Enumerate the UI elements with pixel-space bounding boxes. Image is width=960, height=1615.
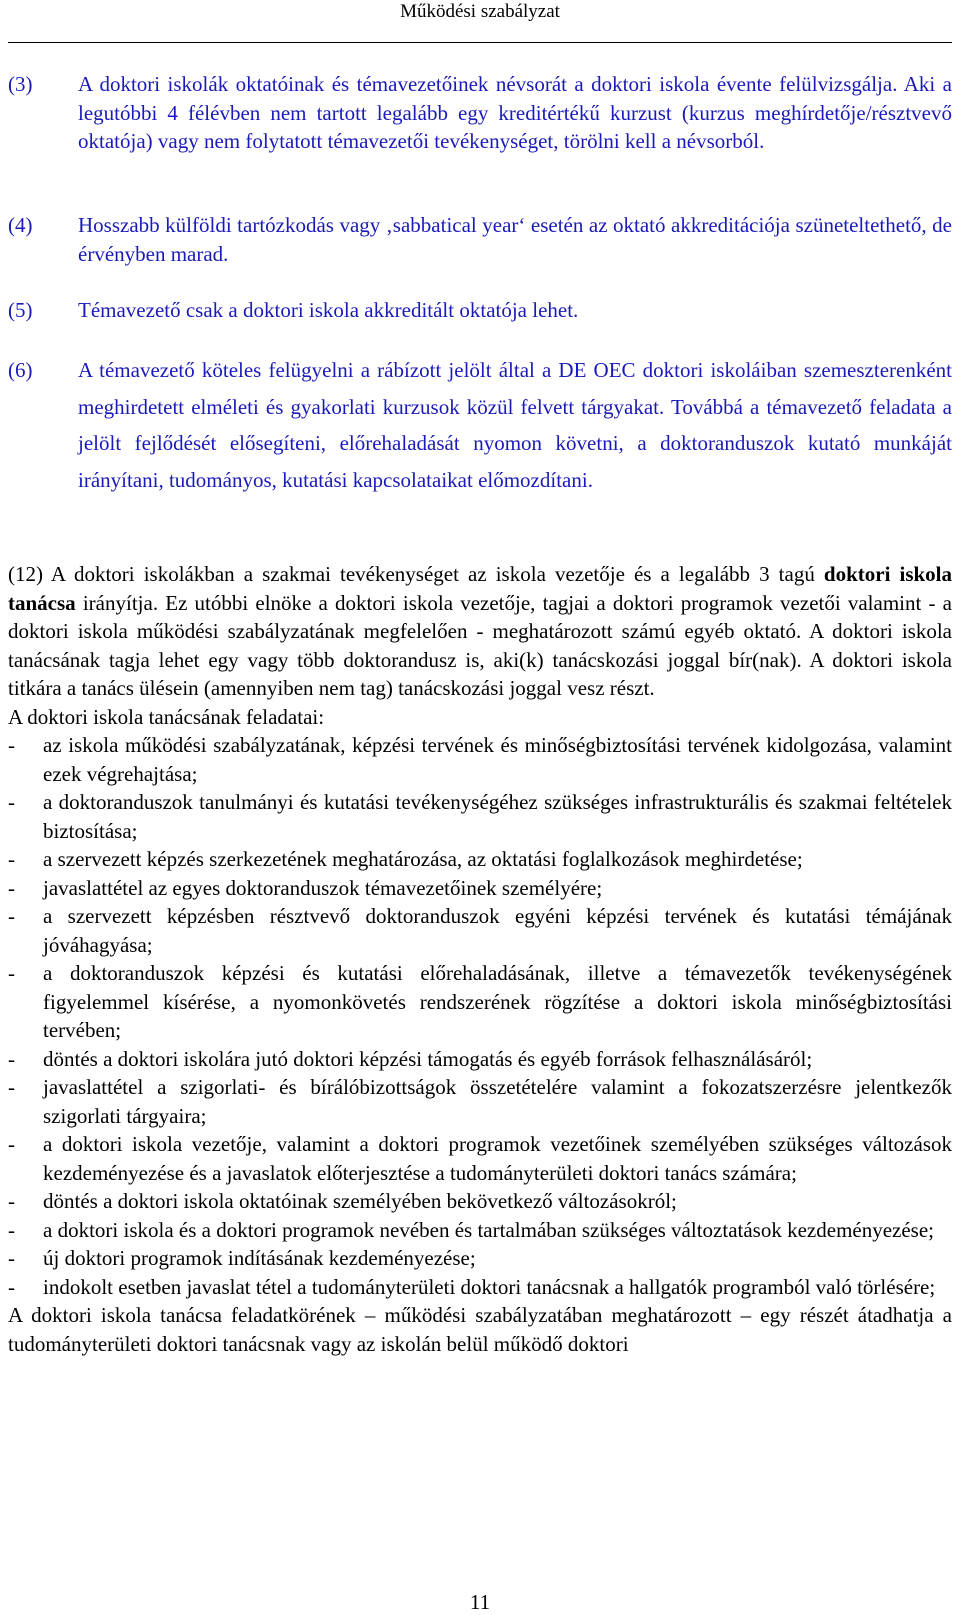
dash-bullet: - [8,904,15,928]
task-text: a doktoranduszok tanulmányi és kutatási tevékenységéhez szükséges infrastrukturális és szakmai feltételek biztosítása; [43,790,952,843]
task-text: az iskola működési szabályzatának, képzési tervének és minőségbiztosítási tervének kidolgozása, valamint ezek végrehajtása; [43,733,952,786]
dash-bullet: - [8,1046,15,1071]
task-text: javaslattétel a szigorlati- és bírálóbizottságok összetételére valamint a fokozatszerzésre jelentkezők szigorlati tárgyaira; [43,1075,952,1128]
section-12-intro: (12) A doktori iskolákban a szakmai tevékenységet az iskola vezetője és a legalább 3 tagú doktori iskola tanácsa irányítja. Ez utóbbi elnöke a doktori iskola vezetője, tagjai a doktori programok vezetői valamint - a doktori iskola működési szabályzatának megfelelően - meghatározott számú egyéb oktató. A doktori iskola tanácsának tagja lehet egy vagy több doktorandusz is, aki(k) tanácskozási joggal bír(nak). A doktori iskola titkára a tanács ülésein (amennyiben nem tag) tanácskozási joggal vesz részt. [8,562,952,700]
task-list-item [8,788,952,845]
dash-bullet: - [8,875,15,900]
task-list-item [8,959,952,1045]
task-text: döntés a doktori iskola oktatóinak személyében bekövetkező változásokról; [43,1189,677,1213]
task-list-item [8,1187,952,1216]
task-text: a doktori iskola és a doktori programok nevében és tartalmában szükséges változtatások kezdeményezése; [43,1217,935,1242]
paragraph-number: (3) [8,72,33,96]
task-text: a szervezett képzés szerkezetének meghatározása, az oktatási foglalkozások meghirdetése; [43,847,803,871]
task-text: új doktori programok indításának kezdeményezése; [43,1246,476,1270]
task-text: a szervezett képzésben résztvevő doktoranduszok egyéni képzési tervének és kutatási témájának jóváhagyása; [43,904,952,957]
header-rule [8,42,952,43]
task-list-item [8,1045,952,1074]
closing-paragraph: A doktori iskola tanácsa feladatkörének – működési szabályzatában meghatározott – egy részét átadhatja a tudományterületi doktori tanácsnak vagy az iskolán belül működő doktori [8,1303,952,1356]
tasks-title: A doktori iskola tanácsának feladatai: [8,704,325,729]
section-12 [8,560,952,1358]
task-list [8,731,952,1301]
paragraph-number: (5) [8,298,33,322]
bold-term: doktori iskola tanácsa [8,562,952,615]
paragraph-text: Hosszabb külföldi tartózkodás vagy ‚sabbatical year‘ esetén az oktató akkreditációja szüneteltethető, de érvényben marad. [78,213,952,266]
task-list-item [8,1244,952,1273]
task-list-item [8,1130,952,1187]
task-list-item [8,731,952,788]
paragraph-number: (4) [8,213,33,237]
dash-bullet: - [8,1189,15,1213]
task-list-item [8,902,952,959]
document-title: Működési szabályzat [400,1,560,22]
task-text: indokolt esetben javaslat tétel a tudományterületi doktori tanácsnak a hallgatók programból való törlésére; [43,1274,936,1299]
page-header [0,0,960,24]
dash-bullet: - [8,1075,15,1099]
dash-bullet: - [8,733,15,757]
task-list-item [8,1273,952,1302]
dash-bullet: - [8,1246,15,1270]
dash-bullet: - [8,1217,15,1242]
task-list-item [8,1216,952,1245]
paragraph-number: (6) [8,358,33,382]
paragraph-text: A témavezető köteles felügyelni a rábízott jelölt által a DE OEC doktori iskoláiban szemeszterenként meghirdetett elméleti és gyakorlati kurzusok közül felvett tárgyakat. Továbbá a témavezető feladata a jelölt fejlődését elősegíteni, előrehaladását nyomon követni, a doktoranduszok kutató munkáját irányítani, tudományos, kutatási kapcsolataikat előmozdítani. [78,358,952,492]
task-list-item [8,845,952,874]
paragraph-text: A doktori iskolák oktatóinak és témavezetőinek névsorát a doktori iskola évente felülvizsgálja. Aki a legutóbbi 4 félévben nem tartott legalább egy kreditértékű kurzust (kurzus meghírdetője/résztvevő oktatója) vagy nem folytatott témavezetői tevékenységet, törölni kell a névsorból. [78,72,952,154]
dash-bullet: - [8,1274,15,1299]
task-text: javaslattétel az egyes doktoranduszok témavezetőinek személyére; [43,875,603,900]
task-list-item [8,1073,952,1130]
paragraph-text: Témavezető csak a doktori iskola akkreditált oktatója lehet. [78,298,579,322]
dash-bullet: - [8,961,15,985]
task-list-item [8,874,952,903]
task-text: a doktori iskola vezetője, valamint a doktori programok vezetőinek személyében szükséges változások kezdeményezése és a javaslatok előterjesztése a tudományterületi doktori tanács számára; [43,1132,952,1185]
dash-bullet: - [8,790,15,814]
page-number: 11 [469,1590,491,1614]
task-text: a doktoranduszok képzési és kutatási előrehaladásának, illetve a témavezetők tevékenységének figyelemmel kísérése, a nyomonkövetés rendszerének rögzítése a doktori iskola minőségbiztosítási tervében; [43,961,952,1042]
task-text: döntés a doktori iskolára jutó doktori képzési támogatás és egyéb források felhasználásáról; [43,1046,813,1071]
dash-bullet: - [8,1132,15,1156]
dash-bullet: - [8,847,15,871]
